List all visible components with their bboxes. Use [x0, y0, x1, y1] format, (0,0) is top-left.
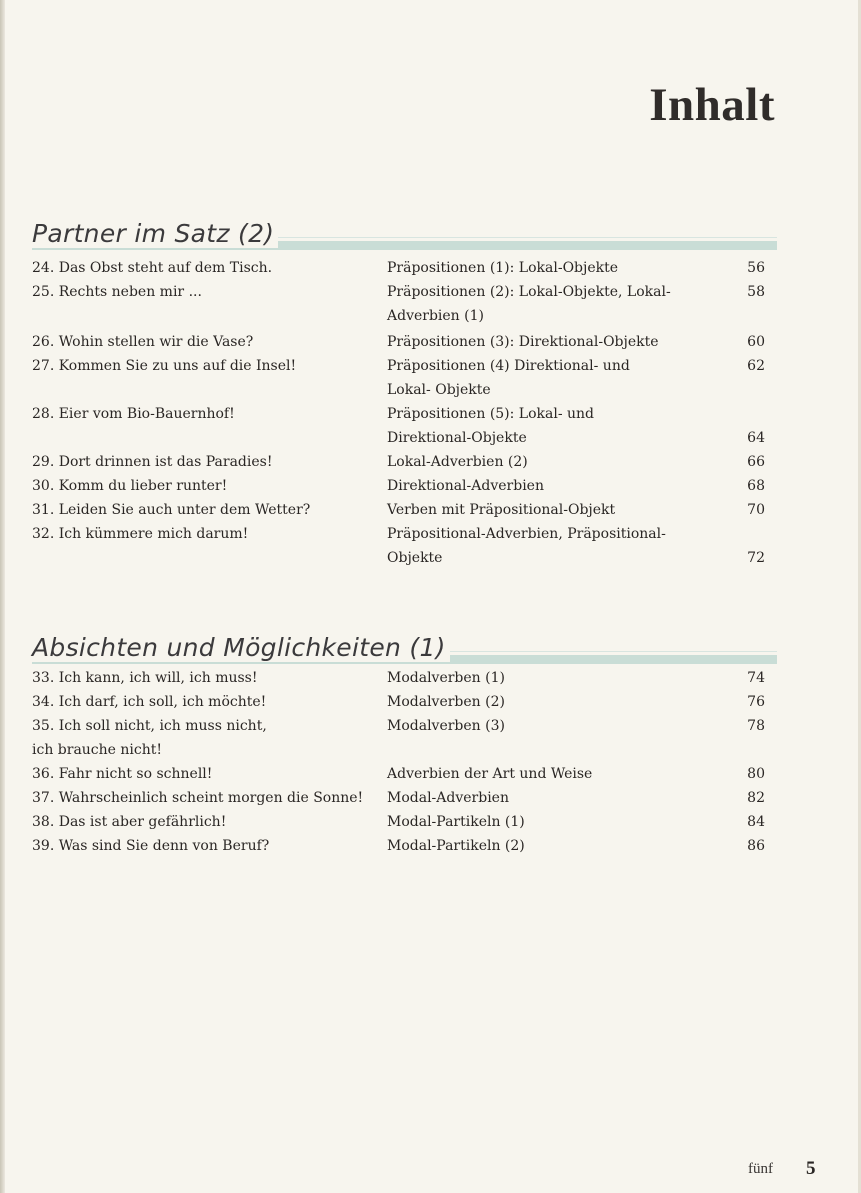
page-title: Inhalt	[649, 79, 775, 131]
toc-row	[32, 762, 777, 786]
page-number: 78	[747, 718, 765, 734]
grammar-topic: Präpositionen (5): Lokal- und Direktional-Objekte	[387, 406, 595, 446]
grammar-topic: Präpositionen (1): Lokal-Objekte	[387, 260, 619, 276]
chapter-title: 39. Was sind Sie denn von Beruf?	[32, 838, 270, 854]
grammar-topic: Lokal-Adverbien (2)	[387, 454, 528, 470]
chapter-title: 35. Ich soll nicht, ich muss nicht, ich brauche nicht!	[32, 718, 267, 758]
page-number: 60	[747, 334, 765, 350]
grammar-topic: Modal-Partikeln (1)	[387, 814, 525, 830]
footer-page-word: fünf	[748, 1161, 773, 1177]
toc-row	[32, 280, 777, 330]
chapter-title: 25. Rechts neben mir ...	[32, 284, 202, 300]
toc-row	[32, 402, 777, 450]
grammar-topic: Adverbien der Art und Weise	[387, 766, 593, 782]
chapter-title: 32. Ich kümmere mich darum!	[32, 526, 249, 542]
chapter-title: 29. Dort drinnen ist das Paradies!	[32, 454, 273, 470]
grammar-topic: Präpositionen (2): Lokal-Objekte, Lokal- Adverbien (1)	[387, 284, 671, 324]
chapter-title: 28. Eier vom Bio-Bauernhof!	[32, 406, 235, 422]
page-number: 74	[747, 670, 765, 686]
toc-row	[32, 834, 777, 858]
chapter-title: 24. Das Obst steht auf dem Tisch.	[32, 260, 273, 276]
toc-row	[32, 522, 777, 570]
chapter-title: 34. Ich darf, ich soll, ich möchte!	[32, 694, 267, 710]
chapter-title: 33. Ich kann, ich will, ich muss!	[32, 670, 258, 686]
page-number: 84	[747, 814, 765, 830]
section-heading-bar	[32, 624, 777, 664]
page-number: 58	[747, 284, 765, 300]
page-number: 76	[747, 694, 765, 710]
page-number: 80	[747, 766, 765, 782]
page-number: 56	[747, 260, 765, 276]
toc-row	[32, 498, 777, 522]
book-spine-shadow	[0, 0, 5, 1193]
chapter-title: 31. Leiden Sie auch unter dem Wetter?	[32, 502, 311, 518]
grammar-topic: Modalverben (2)	[387, 694, 505, 710]
chapter-title: 26. Wohin stellen wir die Vase?	[32, 334, 254, 350]
toc-section-partner-im-satz	[32, 210, 777, 570]
toc-row	[32, 714, 777, 762]
page-number: 64	[747, 430, 765, 446]
footer-page-number: 5	[806, 1158, 816, 1179]
chapter-title: 38. Das ist aber gefährlich!	[32, 814, 227, 830]
grammar-topic: Verben mit Präpositional-Objekt	[387, 502, 616, 518]
page-number: 70	[747, 502, 765, 518]
grammar-topic: Präpositionen (3): Direktional-Objekte	[387, 334, 659, 350]
toc-row	[32, 786, 777, 810]
toc-row	[32, 330, 777, 354]
toc-row	[32, 666, 777, 690]
page-number: 82	[747, 790, 765, 806]
toc-row	[32, 450, 777, 474]
grammar-topic: Präpositionen (4) Direktional- und Lokal- Objekte	[387, 358, 630, 398]
section-heading-bar	[32, 210, 777, 250]
grammar-topic: Direktional-Adverbien	[387, 478, 544, 494]
toc-row	[32, 810, 777, 834]
chapter-title: 30. Komm du lieber runter!	[32, 478, 228, 494]
section-heading: Partner im Satz (2)	[32, 219, 278, 248]
page-number: 72	[747, 550, 765, 566]
chapter-title: 27. Kommen Sie zu uns auf die Insel!	[32, 358, 297, 374]
page-number: 68	[747, 478, 765, 494]
toc-row	[32, 354, 777, 402]
chapter-title: 37. Wahrscheinlich scheint morgen die Sonne!	[32, 790, 364, 806]
grammar-topic: Modal-Adverbien	[387, 790, 509, 806]
page-number: 66	[747, 454, 765, 470]
toc-section-absichten-und-moeglichkeiten	[32, 624, 777, 858]
chapter-title: 36. Fahr nicht so schnell!	[32, 766, 213, 782]
section-heading: Absichten und Möglichkeiten (1)	[32, 633, 450, 662]
toc-row	[32, 256, 777, 280]
toc-row	[32, 690, 777, 714]
page-number: 62	[747, 358, 765, 374]
toc-row	[32, 474, 777, 498]
page-number: 86	[747, 838, 765, 854]
grammar-topic: Modal-Partikeln (2)	[387, 838, 525, 854]
grammar-topic: Präpositional-Adverbien, Präpositional- Objekte	[387, 526, 666, 566]
grammar-topic: Modalverben (3)	[387, 718, 505, 734]
grammar-topic: Modalverben (1)	[387, 670, 505, 686]
